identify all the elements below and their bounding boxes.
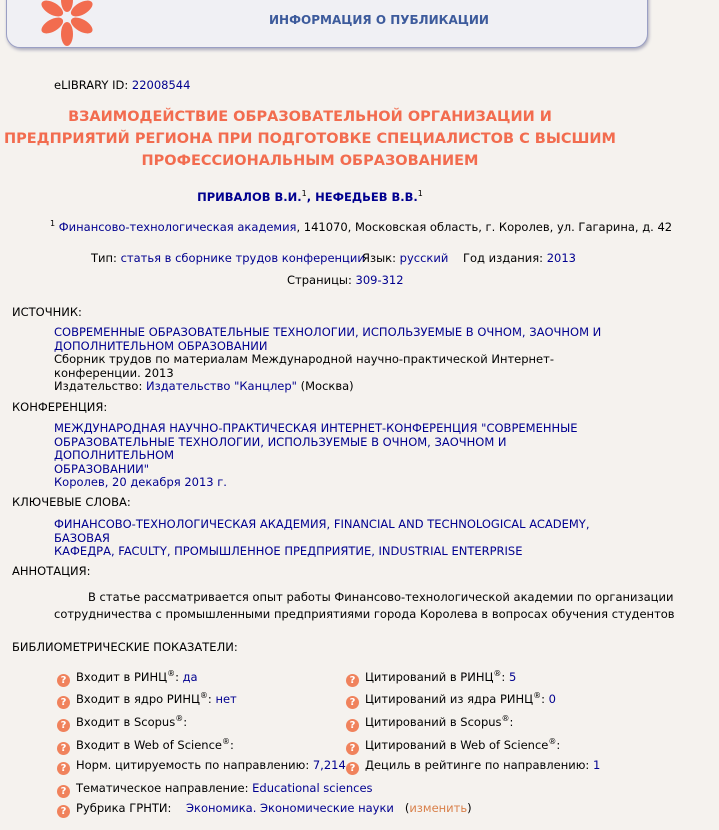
abstract-line: сотрудничества с промышленными предприятиями города Королева в вопросах обучения студентов: [54, 607, 675, 621]
help-icon[interactable]: ?: [57, 696, 70, 709]
reg-mark: ®: [167, 669, 176, 678]
conference-name-line: ОБРАЗОВАТЕЛЬНЫЕ ТЕХНОЛОГИИ, ИСПОЛЬЗУЕМЫЕ В ОЧНОМ, ЗАОЧНОМ И ДОПОЛНИТЕЛЬНОМ: [54, 434, 507, 462]
source-label: ИСТОЧНИК:: [12, 305, 82, 319]
affiliation-address: , 141070, Московская область, г. Королев, ул. Гагарина, д. 42: [296, 219, 673, 234]
type-label: Тип:: [91, 251, 117, 265]
meta-pages: [287, 273, 404, 287]
affiliation: [50, 219, 672, 234]
source-title-link[interactable]: [54, 326, 614, 353]
conference-name-line: МЕЖДУНАРОДНАЯ НАУЧНО-ПРАКТИЧЕСКАЯ ИНТЕРНЕТ-КОНФЕРЕНЦИЯ "СОВРЕМЕННЫЕ: [54, 421, 578, 435]
metric-citations-wos: ? Цитирований в Web of Science®:: [346, 737, 560, 755]
metric-label: Входит в ядро РИНЦ: [76, 691, 200, 706]
grnti-value[interactable]: Экономика. Экономические науки: [186, 801, 394, 815]
reg-mark: ®: [493, 669, 502, 678]
abstract-line: В статье рассматривается опыт работы Финансово-технологической академии по организации: [88, 590, 674, 604]
source-publisher: [54, 380, 614, 394]
conference-name-line: ОБРАЗОВАНИИ": [54, 461, 150, 476]
authors-separator: ,: [306, 189, 316, 204]
conference-block: [54, 422, 614, 490]
conference-place-date: Королев, 20 декабря 2013 г.: [54, 475, 227, 489]
language-value: русский: [399, 251, 449, 265]
help-icon[interactable]: ?: [346, 742, 359, 755]
publisher-link[interactable]: Издательство "Канцлер": [145, 379, 297, 393]
metric-label: Цитирований в РИНЦ: [365, 669, 494, 684]
metric-citations-rinc: ? Цитирований в РИНЦ®: 5: [346, 669, 516, 687]
author-sup: 1: [301, 189, 307, 198]
help-icon[interactable]: ?: [57, 742, 70, 755]
conference-name-link[interactable]: [54, 422, 614, 476]
metric-thematic: [57, 781, 373, 798]
grnti-change-link[interactable]: изменить: [409, 801, 468, 815]
reg-mark: ®: [199, 691, 208, 700]
type-value: статья в сборнике трудов конференции: [120, 251, 365, 265]
source-block: [54, 326, 614, 394]
source-title-line: ДОПОЛНИТЕЛЬНОМ ОБРАЗОВАНИИ: [54, 338, 268, 353]
metric-label: Цитирований в Web of Science: [365, 737, 549, 752]
source-collection: Сборник трудов по материалам Международной научно-практической Интернет-конференции. 2013: [54, 352, 554, 380]
elibrary-id: [54, 78, 190, 92]
pages-value: 309-312: [355, 273, 404, 287]
metric-rinc-core: ? Входит в ядро РИНЦ®: нет: [57, 691, 237, 709]
biblio-label: БИБЛИОМЕТРИЧЕСКИЕ ПОКАЗАТЕЛИ:: [12, 640, 238, 654]
reg-mark: ®: [501, 714, 510, 723]
authors: [0, 189, 620, 204]
title-line: ПРОФЕССИОНАЛЬНЫМ ОБРАЗОВАНИЕМ: [141, 153, 479, 169]
abstract-label: АННОТАЦИЯ:: [12, 564, 91, 578]
help-icon[interactable]: ?: [57, 785, 70, 798]
source-title-line: СОВРЕМЕННЫЕ ОБРАЗОВАТЕЛЬНЫЕ ТЕХНОЛОГИИ, ИСПОЛЬЗУЕМЫЕ В ОЧНОМ, ЗАОЧНОМ И: [54, 325, 602, 339]
title-line: ПРЕДПРИЯТИЙ РЕГИОНА ПРИ ПОДГОТОВКЕ СПЕЦИАЛИСТОВ С ВЫСШИМ: [4, 131, 616, 147]
title-line: ВЗАИМОДЕЙСТВИЕ ОБРАЗОВАТЕЛЬНОЙ ОРГАНИЗАЦИИ И: [68, 109, 552, 125]
help-icon[interactable]: ?: [57, 805, 70, 818]
help-icon[interactable]: ?: [57, 762, 70, 775]
thematic-value[interactable]: Educational sciences: [252, 781, 373, 795]
metric-value: 0: [548, 691, 556, 706]
metric-value: нет: [215, 691, 237, 706]
metric-label: Входит в Scopus: [76, 714, 176, 729]
year-label: Год издания:: [463, 251, 544, 265]
reg-mark: ®: [175, 714, 184, 723]
language-label: Язык:: [362, 251, 397, 265]
help-icon[interactable]: ?: [346, 696, 359, 709]
year-value: 2013: [546, 251, 576, 265]
keywords-block[interactable]: [54, 518, 614, 559]
publisher-city: (Москва): [296, 379, 354, 393]
metric-label: Входит в Web of Science: [76, 737, 222, 752]
header-panel: [6, 0, 648, 48]
author-sup: 1: [417, 189, 423, 198]
metric-scopus: ? Входит в Scopus®:: [57, 714, 187, 732]
metric-value: 1: [592, 758, 601, 772]
metric-norm-citation: ? Норм. цитируемость по направлению: 7,214: [57, 758, 346, 775]
help-icon[interactable]: ?: [346, 719, 359, 732]
conference-label: КОНФЕРЕНЦИЯ:: [12, 400, 108, 414]
publisher-label: Издательство:: [54, 379, 143, 393]
metric-rinc: ? Входит в РИНЦ®: да: [57, 669, 198, 687]
meta-language: [362, 251, 448, 265]
metric-value: 7,214: [312, 758, 346, 772]
metric-citations-rinc-core: ? Цитирований из ядра РИНЦ®: 0: [346, 691, 556, 709]
author-link[interactable]: НЕФЕДЬЕВ В.В.: [315, 189, 418, 204]
metric-value[interactable]: 5: [508, 669, 517, 684]
metric-label: Дециль в рейтинге по направлению: [365, 758, 586, 772]
keywords-label: КЛЮЧЕВЫЕ СЛОВА:: [12, 495, 131, 509]
grnti-label: Рубрика ГРНТИ:: [76, 801, 172, 815]
metric-label: Входит в РИНЦ: [76, 669, 168, 684]
help-icon[interactable]: ?: [57, 674, 70, 687]
metric-wos: ? Входит в Web of Science®:: [57, 737, 234, 755]
thematic-label: Тематическое направление:: [76, 781, 249, 795]
affiliation-sup: 1: [50, 219, 56, 228]
metric-grnti: [57, 801, 171, 818]
metric-value: да: [182, 669, 198, 684]
metric-label: Норм. цитируемость по направлению: [76, 758, 306, 772]
affiliation-org-link[interactable]: Финансово-технологическая академия: [58, 219, 297, 234]
help-icon[interactable]: ?: [57, 719, 70, 732]
keywords-line: ФИНАНСОВО-ТЕХНОЛОГИЧЕСКАЯ АКАДЕМИЯ, FINANCIAL AND TECHNOLOGICAL ACADEMY, БАЗОВАЯ: [54, 517, 590, 545]
metric-label: Цитирований из ядра РИНЦ: [365, 691, 534, 706]
metric-label: Цитирований в Scopus: [365, 714, 502, 729]
header-title: ИНФОРМАЦИЯ О ПУБЛИКАЦИИ: [269, 13, 489, 27]
elibrary-id-label: eLIBRARY ID:: [54, 78, 129, 92]
reg-mark: ®: [548, 737, 557, 746]
keywords-line: КАФЕДРА, FACULTY, ПРОМЫШЛЕННОЕ ПРЕДПРИЯТИЕ, INDUSTRIAL ENTERPRISE: [54, 544, 523, 558]
metric-decile: ? Дециль в рейтинге по направлению: 1: [346, 758, 600, 775]
elibrary-id-value: 22008544: [131, 78, 191, 92]
metric-grnti-value: Экономика. Экономические науки (изменить): [186, 801, 472, 815]
reg-mark: ®: [533, 691, 542, 700]
metric-citations-scopus: ? Цитирований в Scopus®:: [346, 714, 513, 732]
meta-year: [463, 251, 576, 265]
pages-label: Страницы:: [287, 273, 352, 287]
author-link[interactable]: ПРИВАЛОВ В.И.: [197, 189, 302, 204]
meta-type: [91, 251, 365, 265]
reg-mark: ®: [222, 737, 230, 746]
publication-title: [0, 106, 620, 172]
help-icon[interactable]: ?: [346, 762, 359, 775]
help-icon[interactable]: ?: [346, 674, 359, 687]
